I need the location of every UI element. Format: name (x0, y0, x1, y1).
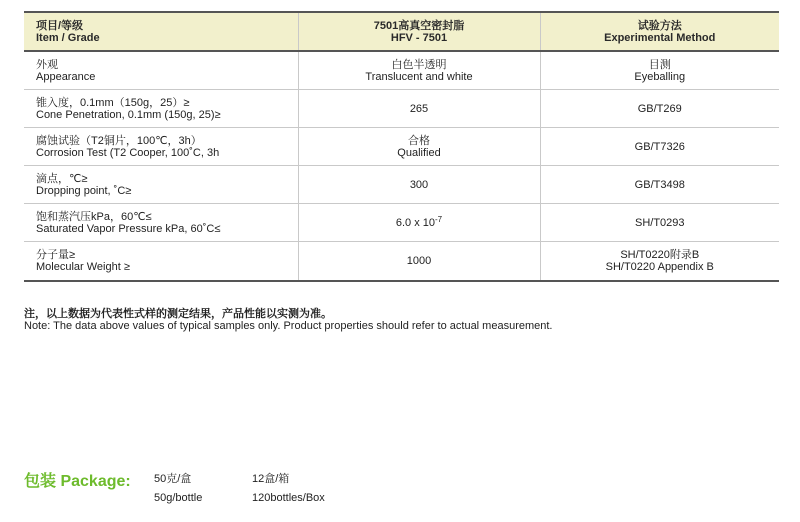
method-zh: 目测 (648, 58, 671, 71)
item-en: Corrosion Test (T2 Cooper, 100˚C, 3h (36, 146, 220, 159)
header-method (540, 12, 779, 51)
value-zh: 合格 (408, 134, 430, 147)
item-zh: 滴点，℃≥ (36, 172, 88, 185)
item-en: Molecular Weight ≥ (36, 261, 130, 273)
table-header-row (24, 12, 779, 51)
item-en: Cone Penetration, 0.1mm (150g, 25)≥ (36, 108, 221, 121)
table-row (24, 128, 779, 166)
package-title: 包装 Package: (24, 473, 131, 490)
package-box-zh: 12盒/箱 (252, 473, 290, 485)
cell-method (540, 166, 779, 204)
method-en: Eyeballing (634, 70, 686, 83)
cell-method (540, 128, 779, 166)
value-base: 6.0 x 10 (395, 216, 435, 229)
value-en: 265 (409, 102, 429, 115)
value-en: 1000 (406, 255, 432, 267)
method-en: GB/T7326 (634, 140, 685, 153)
cell-method (540, 90, 779, 128)
method-zh: SH/T0220附录B (620, 249, 700, 261)
cell-value (298, 51, 540, 90)
cell-method (540, 51, 779, 90)
header-item-en: Item / Grade (36, 31, 100, 44)
table-row (24, 204, 779, 242)
value-zh: 白色半透明 (391, 58, 447, 71)
cell-item (24, 51, 298, 90)
cell-value (298, 242, 540, 282)
header-method-en: Experimental Method (604, 31, 716, 44)
cell-item (24, 242, 298, 282)
header-item-zh: 项目/等级 (36, 19, 84, 32)
header-product-en: HFV - 7501 (390, 31, 448, 44)
footnote (24, 308, 784, 332)
cell-item (24, 166, 298, 204)
method-en: SH/T0220 Appendix B (605, 261, 714, 273)
footnote-en: Note: The data above values of typical samples only. Product properties should refer to actual measurement. (24, 320, 553, 332)
table-row (24, 90, 779, 128)
item-zh: 外观 (36, 58, 58, 71)
item-zh: 锥入度，0.1mm（150g，25）≥ (36, 96, 190, 109)
value-en (305, 214, 534, 229)
package-box-en: 120bottles/Box (252, 492, 325, 504)
item-en: Appearance (36, 70, 96, 83)
cell-item (24, 128, 298, 166)
method-en: SH/T0293 (634, 216, 685, 229)
header-product (298, 12, 540, 51)
item-zh: 饱和蒸汽压kPa，60℃≤ (36, 210, 152, 223)
table-row (24, 242, 779, 282)
method-en: GB/T269 (637, 102, 682, 115)
item-zh: 腐蚀试验（T2铜片，100℃，3h） (36, 134, 202, 147)
item-en: Saturated Vapor Pressure kPa, 60˚C≤ (36, 222, 221, 235)
footnote-zh: 注，以上数据为代表性式样的测定结果，产品性能以实测为准。 (24, 308, 332, 320)
spec-table (24, 11, 779, 282)
cell-item (24, 204, 298, 242)
item-en: Dropping point, ˚C≥ (36, 184, 132, 197)
package-unit-en: 50g/bottle (154, 492, 203, 504)
cell-value (298, 128, 540, 166)
header-product-zh: 7501高真空密封脂 (373, 19, 465, 32)
table-row (24, 166, 779, 204)
header-method-zh: 试验方法 (637, 19, 682, 32)
package-unit-zh: 50克/盒 (154, 473, 192, 485)
value-exponent: -7 (435, 214, 443, 224)
value-en: 300 (409, 178, 429, 191)
table-row (24, 51, 779, 90)
method-en: GB/T3498 (634, 178, 685, 191)
item-zh: 分子量≥ (36, 249, 76, 261)
package-section (24, 468, 524, 508)
cell-value (298, 90, 540, 128)
cell-method (540, 204, 779, 242)
header-item-grade (24, 12, 298, 51)
value-en: Translucent and white (365, 70, 473, 83)
value-en: Qualified (397, 146, 441, 159)
cell-item (24, 90, 298, 128)
cell-value (298, 204, 540, 242)
cell-method (540, 242, 779, 282)
cell-value (298, 166, 540, 204)
